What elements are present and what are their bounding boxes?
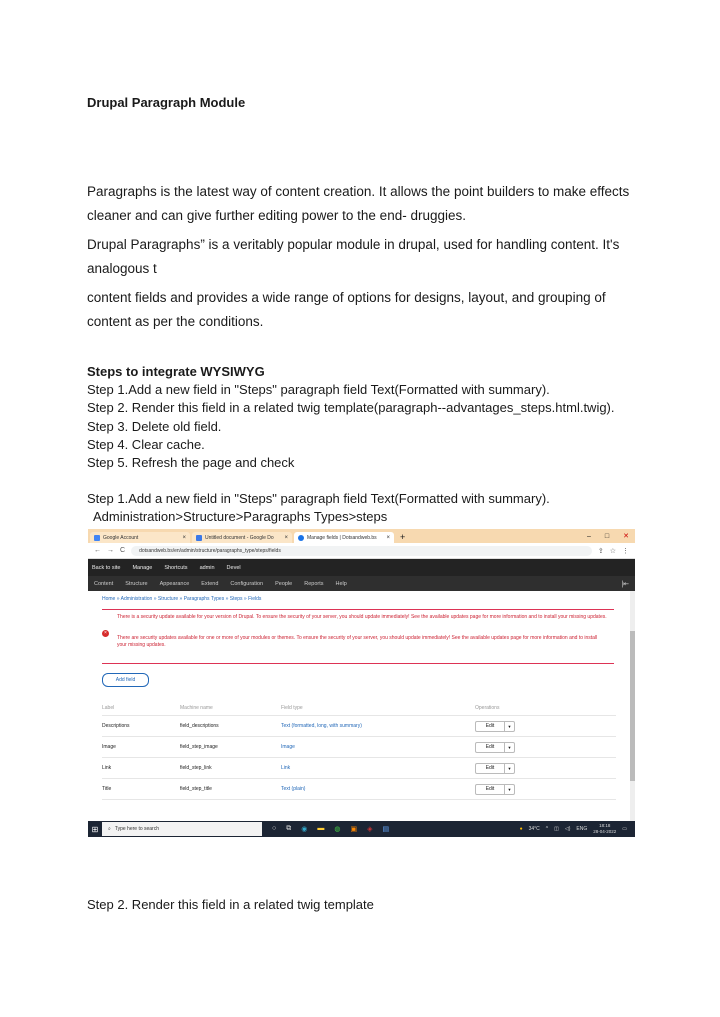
close-icon[interactable]: × xyxy=(182,534,186,541)
edit-label: Edit xyxy=(476,722,505,731)
col-machine-name: Machine name xyxy=(180,705,213,711)
edit-button[interactable] xyxy=(475,742,515,753)
star-icon[interactable]: ☆ xyxy=(609,547,616,555)
menu-extend[interactable]: Extend xyxy=(201,580,219,587)
field-machine-name: field_descriptions xyxy=(180,723,219,729)
address-bar xyxy=(88,543,635,559)
toolbar-manage[interactable]: Manage xyxy=(132,564,153,571)
clock-date: 28-04-2022 xyxy=(593,829,617,834)
language-indicator[interactable]: ENG xyxy=(576,826,588,832)
toolbar-shortcuts[interactable]: Shortcuts xyxy=(164,564,188,571)
paragraph-3: content fields and provides a wide range of options for designs, layout, and grouping of content as per the conditions. xyxy=(87,290,606,329)
step-item: Step 4. Clear cache. xyxy=(87,436,205,452)
clock-time: 18:18 xyxy=(599,823,611,828)
scrollbar[interactable] xyxy=(630,591,635,823)
toolbar-devel[interactable]: Devel xyxy=(226,564,241,571)
field-label: Link xyxy=(102,765,112,771)
chevron-down-icon[interactable]: ▼ xyxy=(507,786,512,792)
menu-configuration[interactable]: Configuration xyxy=(230,580,264,587)
taskbar-search-placeholder: Type here to search xyxy=(114,826,160,832)
forward-icon[interactable]: → xyxy=(107,547,114,554)
chevron-down-icon[interactable]: ▼ xyxy=(507,723,512,729)
notifications-icon[interactable]: ▭ xyxy=(622,826,627,832)
edit-button[interactable] xyxy=(475,721,515,732)
share-icon[interactable]: ⇪ xyxy=(597,547,604,555)
breadcrumb[interactable]: Home » Administration » Structure » Paragraphs Types » Steps » Fields xyxy=(102,596,262,602)
field-label: Title xyxy=(102,786,112,792)
steps-heading: Steps to integrate WYSIWYG xyxy=(87,364,265,379)
maximize-icon[interactable]: □ xyxy=(604,533,610,540)
minimize-icon[interactable]: – xyxy=(586,533,591,540)
scrollbar-thumb[interactable] xyxy=(630,631,635,781)
menu-icon[interactable]: ⋮ xyxy=(622,547,629,555)
weather-icon: ● xyxy=(519,826,523,832)
new-tab-icon[interactable]: + xyxy=(400,532,406,542)
app-icon[interactable]: ▤ xyxy=(382,826,390,833)
back-icon[interactable]: ← xyxy=(94,547,101,554)
edge-icon[interactable]: ◉ xyxy=(301,826,308,833)
col-field-type: Field type xyxy=(281,705,303,711)
document-title: Drupal Paragraph Module xyxy=(87,95,246,110)
tray-chevron-icon[interactable]: ^ xyxy=(545,826,549,832)
table-row xyxy=(102,716,616,737)
cortana-icon[interactable]: ○ xyxy=(272,825,277,832)
app-icon[interactable]: ▣ xyxy=(350,826,358,833)
field-label: Descriptions xyxy=(102,723,130,729)
taskbar-apps xyxy=(272,825,389,833)
drupal-icon xyxy=(298,535,304,541)
collapse-arrow-icon[interactable]: |⇤ xyxy=(621,580,629,588)
menu-reports[interactable]: Reports xyxy=(304,580,324,587)
app-icon[interactable]: ◈ xyxy=(367,826,373,833)
temperature: 34°C xyxy=(528,826,540,832)
tab-label: Manage fields | Dotsandweb.bs xyxy=(307,534,377,541)
toolbar-back-to-site[interactable]: Back to site xyxy=(92,564,121,571)
field-type-link[interactable]: Image xyxy=(281,744,295,750)
close-icon[interactable]: × xyxy=(284,534,288,541)
field-type-link[interactable]: Link xyxy=(281,765,291,771)
task-view-icon[interactable]: ⧉ xyxy=(286,825,292,832)
admin-path: Administration>Structure>Paragraphs Types>steps xyxy=(93,509,388,524)
drupal-admin-menu xyxy=(88,576,635,591)
field-machine-name: field_step_image xyxy=(180,744,218,750)
col-operations: Operations xyxy=(475,705,500,711)
field-type-link[interactable]: Text (plain) xyxy=(281,786,306,792)
url-field[interactable] xyxy=(131,546,592,556)
menu-content[interactable]: Content xyxy=(94,580,114,587)
paragraph-1: Paragraphs is the latest way of content creation. It allows the point builders to make effects cleaner and can give further editing power to the end- druggies. xyxy=(87,184,630,223)
add-field-button[interactable]: Add field xyxy=(102,673,149,687)
windows-taskbar xyxy=(88,821,635,837)
edit-button[interactable] xyxy=(475,784,515,795)
menu-help[interactable]: Help xyxy=(335,580,347,587)
reload-icon[interactable]: C xyxy=(120,547,126,554)
steps-list xyxy=(87,381,615,472)
alert-message: There are security updates available for one or more of your modules or themes. To ensure the security of your server, you should update immediately! See the available updates page for more information and to install your missing updates. xyxy=(117,635,598,648)
menu-people[interactable]: People xyxy=(275,580,293,587)
browser-tab[interactable] xyxy=(192,532,292,543)
col-label: Label xyxy=(102,705,115,711)
tab-label: Untitled document - Google Do xyxy=(205,534,274,541)
volume-icon[interactable]: ◁) xyxy=(564,826,571,832)
step-item: Step 3. Delete old field. xyxy=(87,418,222,434)
paragraph-2: Drupal Paragraphs” is a veritably popular module in drupal, used for handling content. It's analogous t xyxy=(87,237,620,276)
table-row xyxy=(102,758,616,779)
menu-appearance[interactable]: Appearance xyxy=(159,580,190,587)
chevron-down-icon[interactable]: ▼ xyxy=(507,765,512,771)
google-icon xyxy=(94,535,100,541)
clock[interactable] xyxy=(593,823,616,835)
network-icon[interactable]: ◫ xyxy=(554,826,559,832)
file-explorer-icon[interactable]: ▬ xyxy=(317,825,325,832)
field-label: Image xyxy=(102,744,116,750)
table-header xyxy=(102,701,616,716)
toolbar-admin[interactable]: admin xyxy=(199,564,215,571)
browser-tabbar xyxy=(88,529,635,543)
fields-table xyxy=(102,701,616,800)
edit-button[interactable] xyxy=(475,763,515,774)
tab-label: Google Account xyxy=(103,534,139,541)
taskbar-search[interactable] xyxy=(102,822,262,836)
page-content xyxy=(88,591,635,823)
menu-structure[interactable]: Structure xyxy=(125,580,148,587)
url-text: dotsandweb.bs/en/admin/structure/paragraphs_type/steps/fields xyxy=(139,547,281,554)
field-machine-name: field_step_title xyxy=(180,786,212,792)
step-item: Step 2. Render this field in a related twig template(paragraph--advantages_steps.html.twig). xyxy=(87,400,615,416)
step1-repeat: Step 1.Add a new field in "Steps" paragraph field Text(Formatted with summary). xyxy=(87,491,550,506)
table-row xyxy=(102,779,616,800)
chevron-down-icon[interactable]: ▼ xyxy=(507,744,512,750)
search-icon: ⌕ xyxy=(108,826,111,832)
edit-label: Edit xyxy=(476,785,505,794)
close-icon[interactable]: × xyxy=(386,534,390,541)
error-messages xyxy=(102,609,614,664)
error-icon: × xyxy=(102,630,109,637)
window-controls xyxy=(587,531,635,543)
system-tray xyxy=(520,823,635,835)
edit-label: Edit xyxy=(476,743,505,752)
close-window-icon[interactable]: ✕ xyxy=(623,533,629,540)
drupal-admin-toolbar xyxy=(88,559,635,576)
field-type-link[interactable]: Text (formatted, long, with summary) xyxy=(281,723,362,729)
field-machine-name: field_step_link xyxy=(180,765,212,771)
step-item: Step 5. Refresh the page and check xyxy=(87,455,295,471)
alert-message: There is a security update available for your version of Drupal. To ensure the security of your server, you should update immediately! See the available updates page for more information and to install your missing updates. xyxy=(117,614,607,620)
step2-line: Step 2. Render this field in a related twig template xyxy=(87,897,374,912)
step-item: Step 1.Add a new field in "Steps" paragraph field Text(Formatted with summary). xyxy=(87,382,550,397)
windows-start-icon[interactable]: ⊞ xyxy=(91,824,99,834)
embedded-screenshot xyxy=(88,529,635,837)
docs-icon xyxy=(196,535,202,541)
edit-label: Edit xyxy=(476,764,505,773)
browser-tab[interactable] xyxy=(90,532,190,543)
table-row xyxy=(102,737,616,758)
browser-tab-active[interactable] xyxy=(294,532,394,543)
chrome-icon[interactable]: ◍ xyxy=(334,826,341,833)
